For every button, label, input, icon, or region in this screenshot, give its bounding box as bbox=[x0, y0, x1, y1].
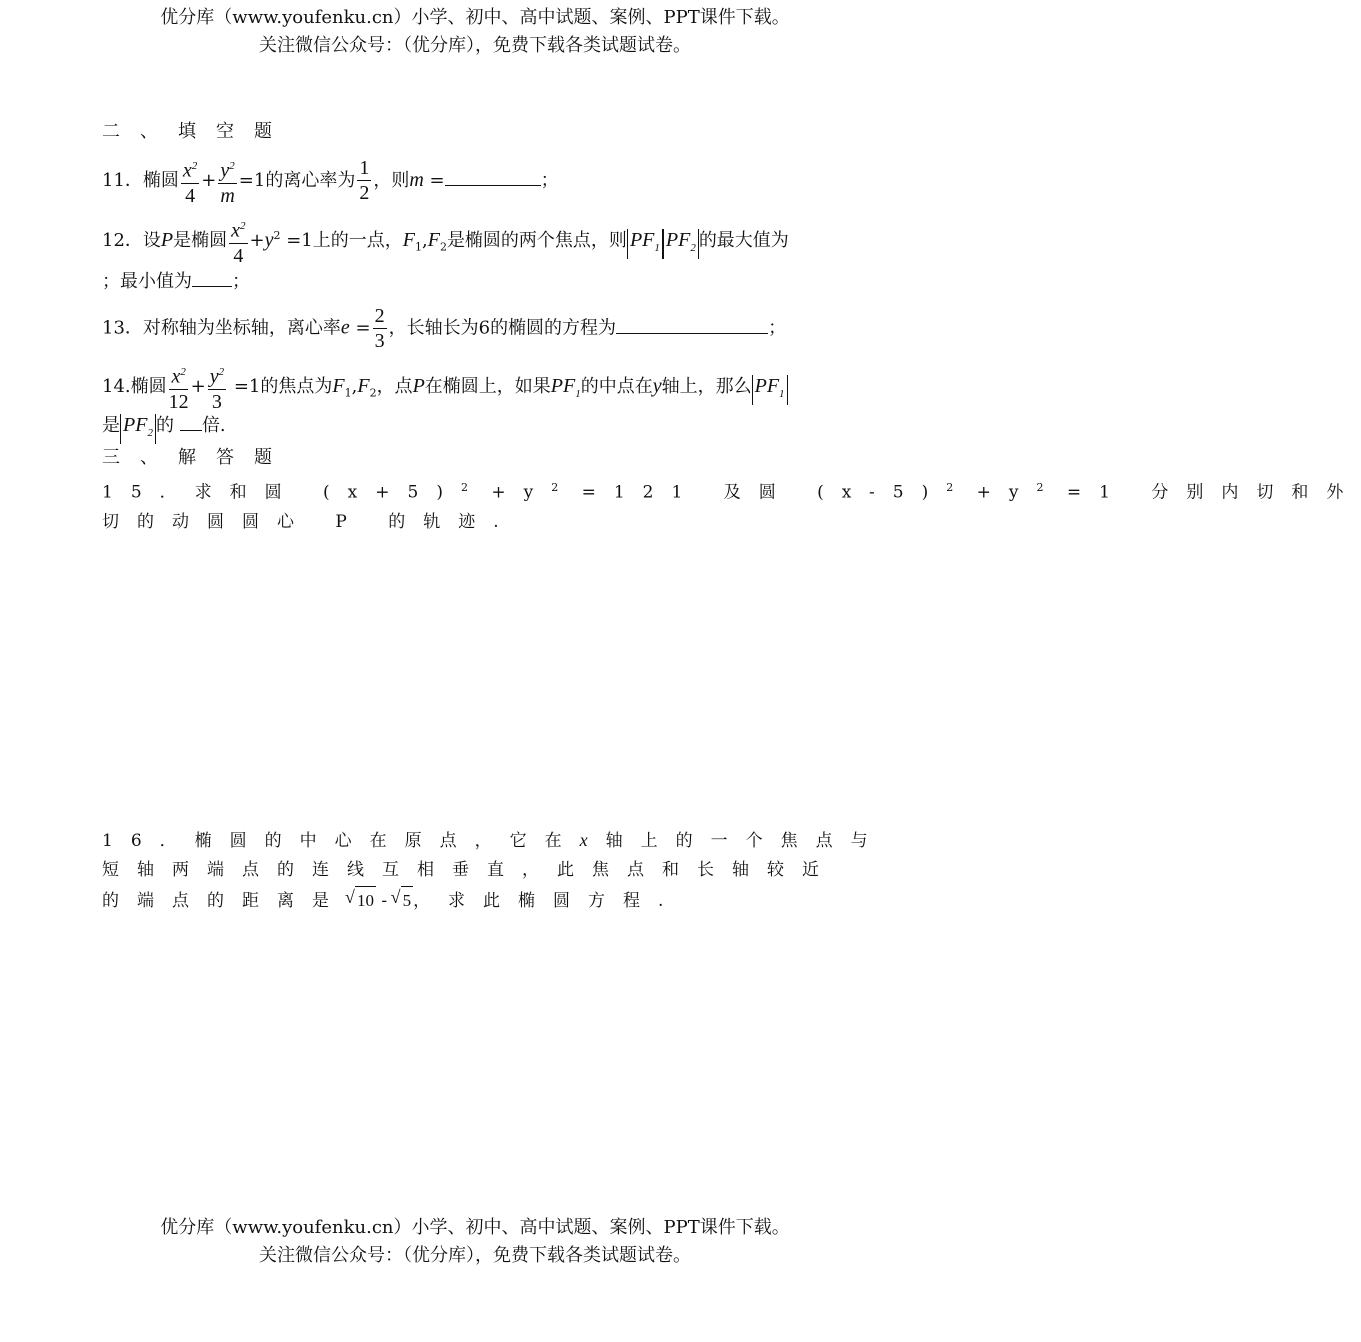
footer-line-1: 优分库（www.youfenku.cn）小学、初中、高中试题、案例、PPT课件下载。 bbox=[160, 1217, 790, 1238]
q14-equals: =1 bbox=[228, 375, 261, 397]
footer-line-2: 关注微信公众号：（优分库），免费下载各类试题试卷。 bbox=[259, 1245, 691, 1266]
q11-text-3: ，则 bbox=[373, 169, 410, 191]
q15-text-1: 15．求和圆 (x+5) bbox=[102, 482, 461, 503]
q11-plus: + bbox=[201, 169, 217, 191]
question-15: 15．求和圆 $(x+5)^2 +y^2 =121$ 及圆 $(x-5)^2 +y^2 =1$ 分别内切和外 bbox=[102, 481, 1361, 503]
q12-text-2: 是椭圆 bbox=[173, 229, 228, 251]
question-14: 14.椭圆 $\frac{x^2}{12}$ + $\frac{y^2}{3}$ =1的焦点为$F_1,F_2$，点P在椭圆上，如果$PF_1$的中点在y轴上，那么 $PF_1$ bbox=[102, 360, 788, 414]
q11-equals: =1 bbox=[238, 169, 266, 191]
q12-min-text: ；最小值为 bbox=[102, 271, 192, 292]
question-14-line-2 bbox=[102, 410, 226, 444]
q11-text-1: 椭圆 bbox=[142, 169, 179, 191]
q16-text-4: ，求此椭圆方程. bbox=[413, 891, 682, 911]
q11-fraction-3: $\frac{1}{2}$ bbox=[359, 157, 370, 205]
q14-var-y: y bbox=[652, 374, 662, 397]
q12-f2: F bbox=[427, 228, 440, 251]
q11-fraction-2: $\frac{y^2}{m}$ bbox=[218, 154, 236, 208]
q12-plus: + bbox=[249, 229, 265, 251]
q12-text-4: 是椭圆的两个焦点，则 bbox=[446, 229, 627, 251]
q14-text-6: 轴上，那么 bbox=[661, 375, 752, 397]
q12-abs-pf1: $PF_1$ bbox=[627, 229, 663, 259]
q14-f2: F bbox=[357, 374, 370, 397]
header-line-2: 关注微信公众号：（优分库），免费下载各类试题试卷。 bbox=[259, 35, 691, 56]
q14-fraction-1: $\frac{x^2}{12}$ bbox=[169, 360, 189, 414]
q13-text-3: 的椭圆的方程为 bbox=[490, 317, 617, 339]
q14-answer-blank[interactable] bbox=[180, 410, 202, 431]
q14-number: 14. bbox=[102, 375, 131, 397]
q16-minus: - bbox=[376, 891, 393, 911]
q13-answer-blank[interactable] bbox=[616, 313, 768, 334]
question-16-line-2: 短轴两端点的连线互相垂直，此焦点和长轴较近 bbox=[102, 860, 837, 880]
q11-answer-blank[interactable] bbox=[445, 165, 541, 186]
q12-var-y: y bbox=[264, 228, 274, 251]
q14-fraction-2: $\frac{y^2}{3}$ bbox=[208, 360, 226, 414]
q16-sqrt-10: √ 10 bbox=[355, 886, 376, 915]
q16-text-3: 的端点的距离是 bbox=[102, 891, 347, 911]
q14-text-2: 的焦点为 bbox=[260, 375, 333, 397]
question-12: 12．设P是椭圆 $\frac{x^2}{4}$ $+y^2 =1$上的一点，$F_1,F_2$是椭圆的两个焦点，则 $PF_1$ $PF_2$ 的最大值为 bbox=[102, 214, 789, 268]
section-3-title: 三、解答题 bbox=[102, 447, 292, 468]
q11-number: 11． bbox=[102, 169, 143, 191]
q12-text-5: 的最大值为 bbox=[698, 229, 789, 251]
q11-text-2: 的离心率为 bbox=[265, 169, 356, 191]
q11-fraction-1: $\frac{x^2}{4}$ bbox=[181, 154, 199, 208]
header-line-1: 优分库（www.youfenku.cn）小学、初中、高中试题、案例、PPT课件下载。 bbox=[160, 7, 790, 28]
q12-number: 12． bbox=[102, 229, 143, 251]
q14-abs-pf2: $PF_2$ bbox=[120, 414, 156, 444]
q14-text-4: 在椭圆上，如果 bbox=[424, 375, 551, 397]
q14-pf1: $PF_1$ bbox=[550, 374, 581, 400]
q13-number: 13． bbox=[102, 317, 143, 339]
q13-text-2: ，长轴长为 bbox=[388, 317, 479, 339]
question-15-line-2: 切的动圆圆心 P 的轨迹. bbox=[102, 512, 517, 532]
q14-line2-text-3: 倍. bbox=[201, 415, 226, 436]
q14-f1: F bbox=[332, 374, 345, 397]
q16-var-x: x bbox=[579, 830, 606, 850]
q13-equals: = bbox=[349, 317, 371, 339]
q15-text-2: +y bbox=[467, 482, 552, 503]
question-13 bbox=[102, 304, 786, 353]
q16-text-1: 16．椭圆的中心在原点，它在 bbox=[102, 831, 580, 851]
q14-text-1: 椭圆 bbox=[130, 375, 167, 397]
q13-fraction: $\frac{2}{3}$ bbox=[374, 305, 385, 352]
q14-plus: + bbox=[190, 375, 206, 397]
q14-abs-pf1: $PF_1$ bbox=[752, 375, 788, 405]
q14-text-3: ，点 bbox=[376, 375, 413, 397]
q14-var-p: P bbox=[412, 374, 425, 397]
q12-fraction: $\frac{x^2}{4}$ bbox=[229, 214, 247, 268]
q16-text-2: 轴上的一个焦点与 bbox=[605, 831, 886, 851]
q12-f1: F bbox=[402, 228, 415, 251]
q14-line2-text-2: 的 bbox=[155, 415, 174, 436]
q15-text-3: =121 及圆 (x-5) bbox=[558, 482, 947, 503]
q12-end: ； bbox=[232, 271, 250, 292]
question-11 bbox=[102, 154, 559, 208]
q12-text-1: 设 bbox=[142, 229, 161, 251]
q11-equals-2: = bbox=[423, 169, 445, 191]
q12-abs-pf2: $PF_2$ bbox=[663, 229, 699, 259]
section-2-title: 二、填空题 bbox=[102, 121, 292, 142]
q16-sqrt-5: √ 5 bbox=[401, 886, 414, 915]
q13-var-e: e bbox=[340, 316, 350, 339]
q15-text-5: =1 分别内切和外 bbox=[1043, 482, 1361, 503]
q14-text-5: 的中点在 bbox=[580, 375, 653, 397]
q13-six: 6 bbox=[478, 317, 491, 339]
question-12-line-2 bbox=[102, 266, 250, 296]
question-16-line-3 bbox=[102, 886, 681, 915]
q12-text-3: 上的一点， bbox=[312, 229, 403, 251]
q13-text-1: 对称轴为坐标轴，离心率 bbox=[142, 317, 341, 339]
q11-var-m: m bbox=[409, 168, 424, 191]
q12-min-blank[interactable] bbox=[192, 266, 232, 287]
q12-equals: =1 bbox=[280, 229, 313, 251]
q15-text-4: +y bbox=[953, 482, 1037, 503]
question-16 bbox=[102, 826, 886, 855]
q13-end: ； bbox=[768, 317, 787, 339]
q12-var-p: P bbox=[160, 228, 174, 251]
q11-end: ； bbox=[540, 169, 559, 191]
q14-line2-text-1: 是 bbox=[102, 415, 120, 436]
